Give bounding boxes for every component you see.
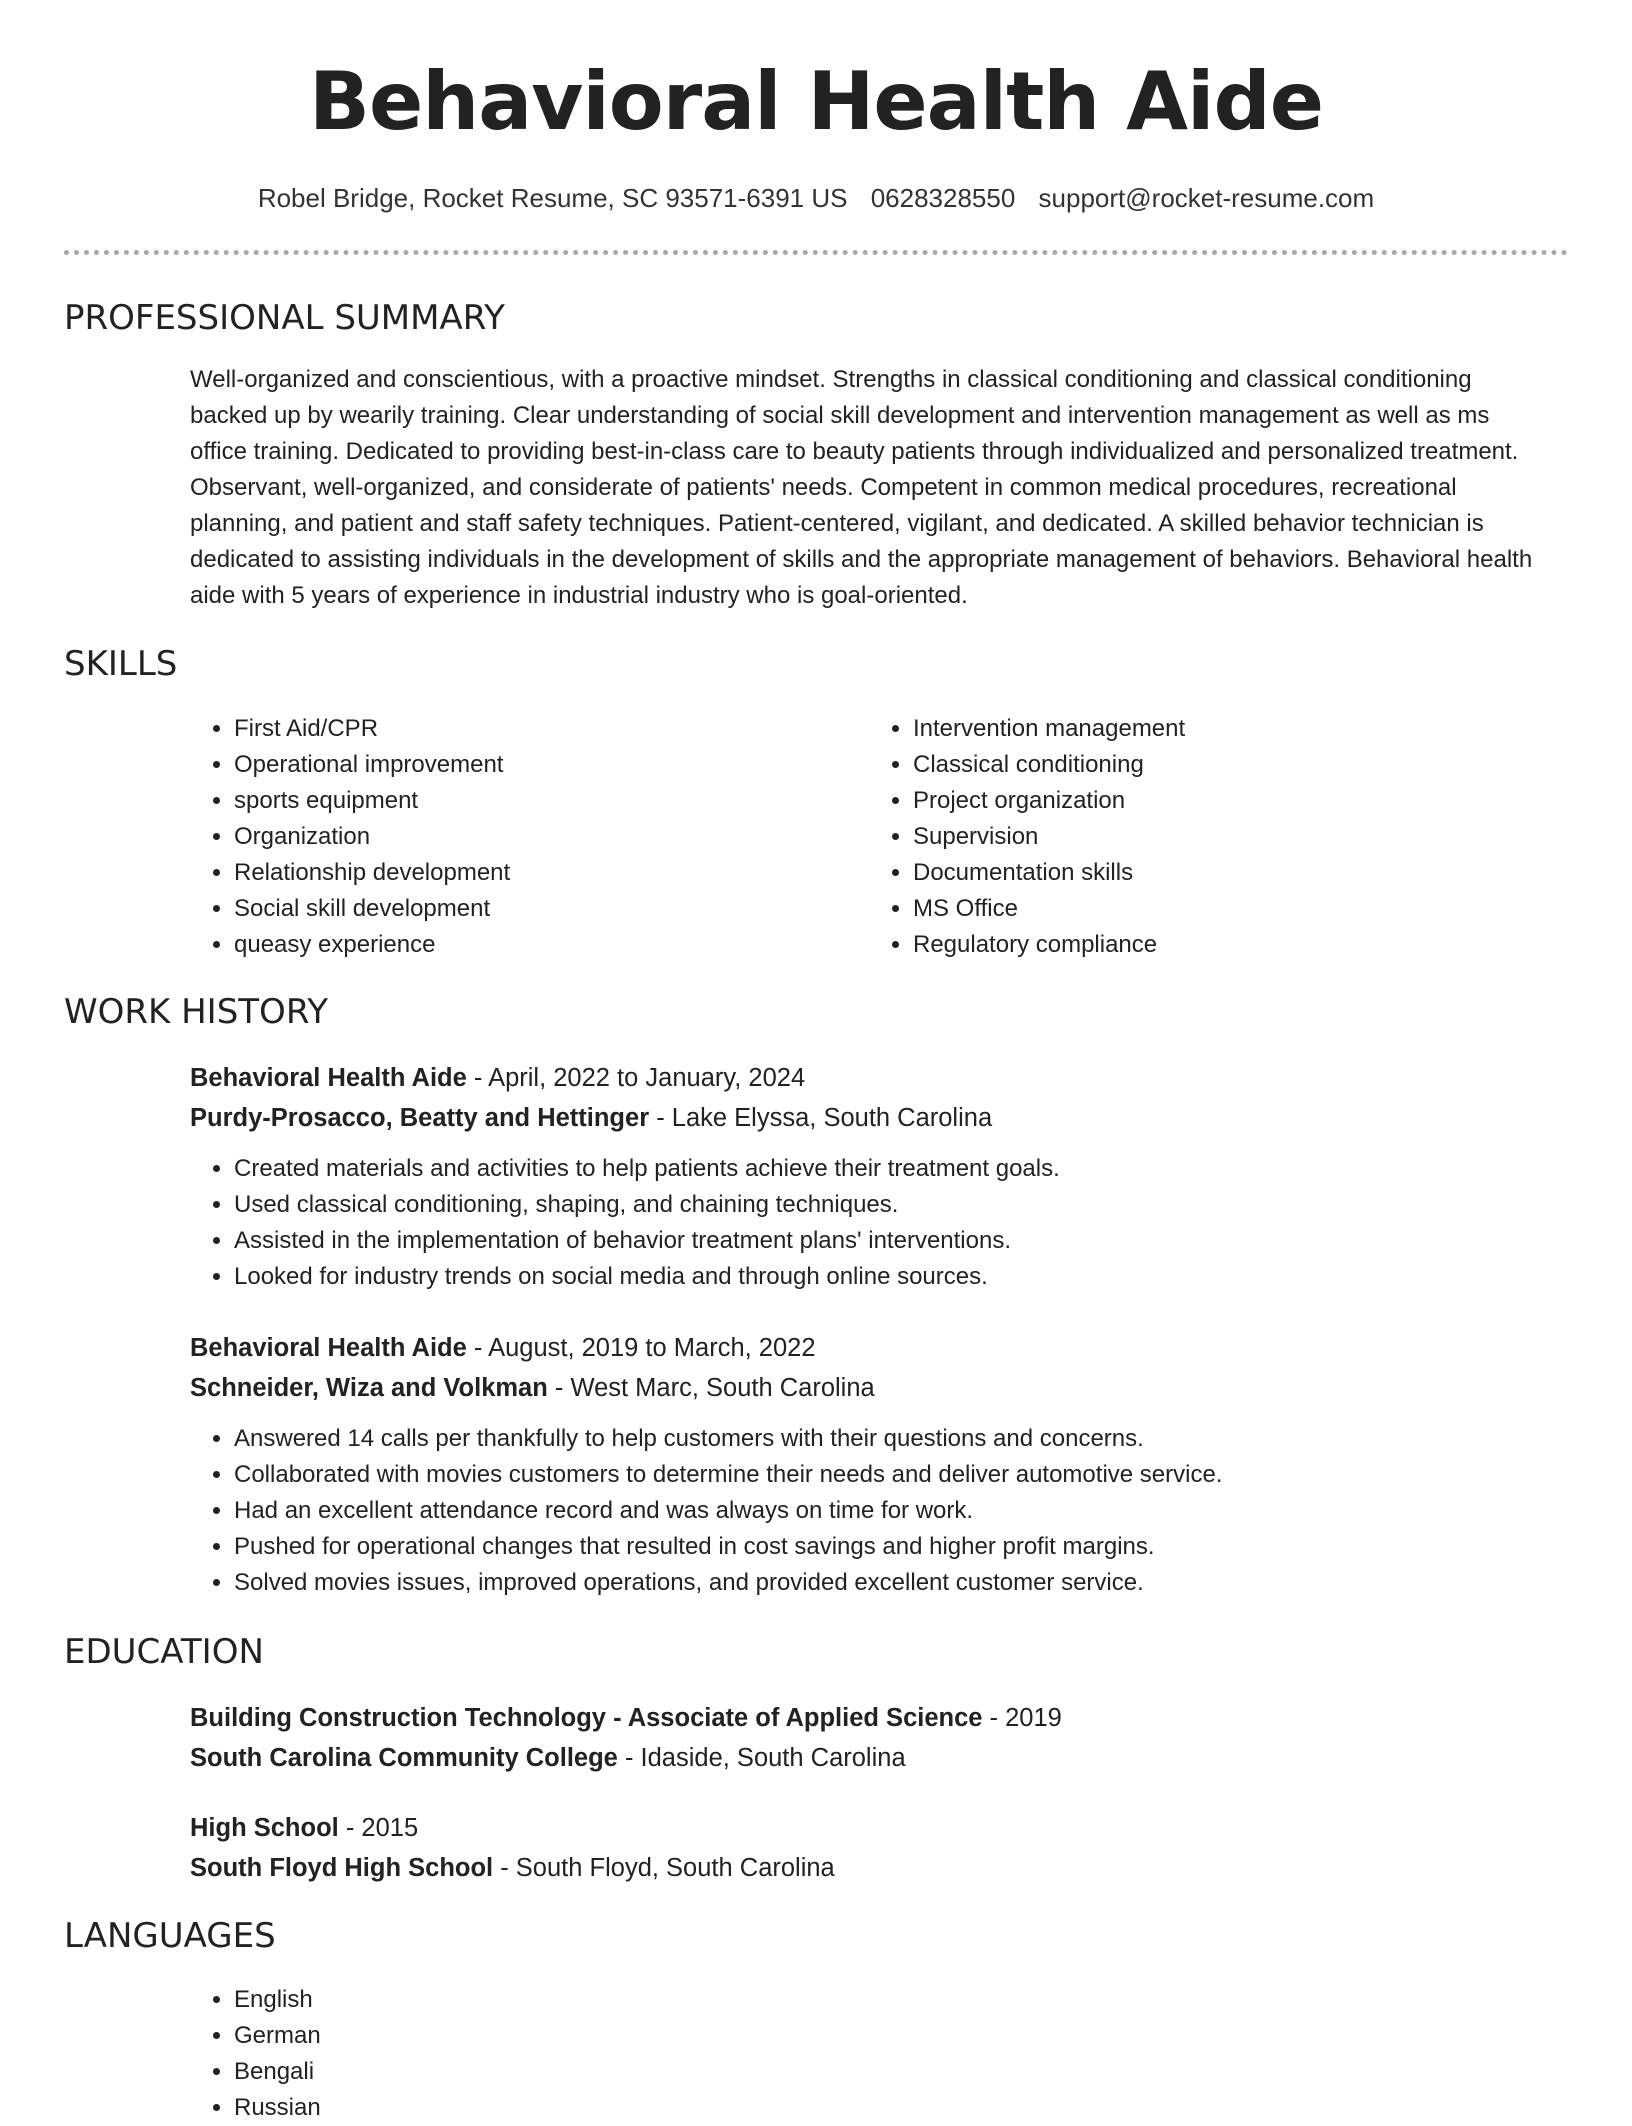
language-item: • Russian: [234, 2090, 1550, 2126]
job-role: Behavioral Health Aide: [190, 1334, 467, 1362]
skills-column-left: [190, 711, 830, 963]
job-dates: - April, 2022 to January, 2024: [466, 1064, 806, 1092]
education-year: - 2019: [982, 1704, 1062, 1732]
resume-name: Behavioral Health Aide: [309, 55, 1323, 148]
job-location: - West Marc, South Carolina: [547, 1374, 875, 1402]
language-item: • English: [234, 1982, 1550, 2018]
job-company-line: [190, 1368, 1550, 1408]
job-company-line: [190, 1098, 1550, 1138]
job-bullet: • Looked for industry trends on social media and through online sources.: [234, 1259, 1550, 1295]
skill-item: • Relationship development: [234, 855, 830, 891]
skill-item: • Intervention management: [913, 711, 1509, 747]
job-entry: [190, 1328, 1550, 1601]
job-entry: [190, 1058, 1550, 1295]
education-heading: EDUCATION: [64, 1632, 264, 1672]
skill-item: • Operational improvement: [234, 747, 830, 783]
education-degree: High School: [190, 1814, 339, 1842]
education-degree: Building Construction Technology - Associate of Applied Science: [190, 1704, 983, 1732]
language-item: • German: [234, 2018, 1550, 2054]
education-entry: [190, 1698, 1550, 1778]
job-title-line: [190, 1328, 1550, 1368]
skill-item: • MS Office: [913, 891, 1509, 927]
skill-item: • Regulatory compliance: [913, 927, 1509, 963]
job-company: Purdy-Prosacco, Beatty and Hettinger: [190, 1104, 650, 1132]
job-role: Behavioral Health Aide: [190, 1064, 467, 1092]
education-year: - 2015: [338, 1814, 419, 1842]
job-bullet: • Pushed for operational changes that resulted in cost savings and higher profit margins.: [234, 1529, 1550, 1565]
education-school-line: [190, 1738, 1550, 1778]
work-heading: WORK HISTORY: [64, 992, 329, 1032]
job-bullet: • Assisted in the implementation of behavior treatment plans' interventions.: [234, 1223, 1550, 1259]
education-location: - South Floyd, South Carolina: [493, 1854, 835, 1882]
skill-item: • Classical conditioning: [913, 747, 1509, 783]
skills-list-right: [869, 711, 1509, 963]
contact-line: [0, 180, 1632, 216]
job-location: - Lake Elyssa, South Carolina: [649, 1104, 993, 1132]
job-bullet: • Solved movies issues, improved operations, and provided excellent customer service.: [234, 1565, 1550, 1601]
job-bullet: • Created materials and activities to help patients achieve their treatment goals.: [234, 1151, 1550, 1187]
education-school: South Carolina Community College: [190, 1744, 618, 1772]
skill-item: • Documentation skills: [913, 855, 1509, 891]
skill-item: • queasy experience: [234, 927, 830, 963]
skill-item: • Organization: [234, 819, 830, 855]
job-dates: - August, 2019 to March, 2022: [466, 1334, 816, 1362]
job-bullet: • Answered 14 calls per thankfully to help customers with their questions and concerns.: [234, 1421, 1550, 1457]
job-bullet: • Used classical conditioning, shaping, and chaining techniques.: [234, 1187, 1550, 1223]
skills-heading: SKILLS: [64, 644, 178, 684]
languages-list: [190, 1982, 1550, 2126]
contact-address: Robel Bridge, Rocket Resume, SC 93571-6391 US: [257, 183, 848, 213]
contact-phone: 0628328550: [870, 183, 1016, 213]
skill-item: • sports equipment: [234, 783, 830, 819]
education-degree-line: [190, 1808, 1550, 1848]
contact-email: support@rocket-resume.com: [1038, 183, 1375, 213]
header-divider: [64, 250, 1568, 255]
job-bullet: • Collaborated with movies customers to determine their needs and deliver automotive service.: [234, 1457, 1550, 1493]
education-school: South Floyd High School: [190, 1854, 494, 1882]
education-location: - Idaside, South Carolina: [617, 1744, 906, 1772]
education-school-line: [190, 1848, 1550, 1888]
skills-list-left: [190, 711, 830, 963]
skill-item: • First Aid/CPR: [234, 711, 830, 747]
skills-column-right: [869, 711, 1509, 963]
skill-item: • Social skill development: [234, 891, 830, 927]
job-company: Schneider, Wiza and Volkman: [190, 1374, 548, 1402]
languages-heading: LANGUAGES: [64, 1916, 276, 1956]
job-bullets: [190, 1421, 1550, 1601]
languages-block: [190, 1982, 1550, 2126]
education-entry: [190, 1808, 1550, 1888]
summary-text: Well-organized and conscientious, with a proactive mindset. Strengths in classical conditioning and classical conditioning backed up by wearily training. Clear understanding of social skill development and intervention management as well as ms office training. Dedicated to providing best-in-class care to beauty patients through individualized and personalized treatment. Observant, well-organized, and considerate of patients' needs. Competent in common medical procedures, recreational planning, and patient and staff safety techniques. Patient-centered, vigilant, and dedicated. A skilled behavior technician is dedicated to assisting individuals in the development of skills and the appropriate management of behaviors. Behavioral health aide with 5 years of experience in industrial industry who is goal-oriented.: [190, 366, 1533, 609]
job-title-line: [190, 1058, 1550, 1098]
job-bullet: • Had an excellent attendance record and was always on time for work.: [234, 1493, 1550, 1529]
skill-item: • Supervision: [913, 819, 1509, 855]
education-degree-line: [190, 1698, 1550, 1738]
skill-item: • Project organization: [913, 783, 1509, 819]
summary-heading: PROFESSIONAL SUMMARY: [64, 298, 505, 338]
job-bullets: [190, 1151, 1550, 1295]
language-item: • Bengali: [234, 2054, 1550, 2090]
